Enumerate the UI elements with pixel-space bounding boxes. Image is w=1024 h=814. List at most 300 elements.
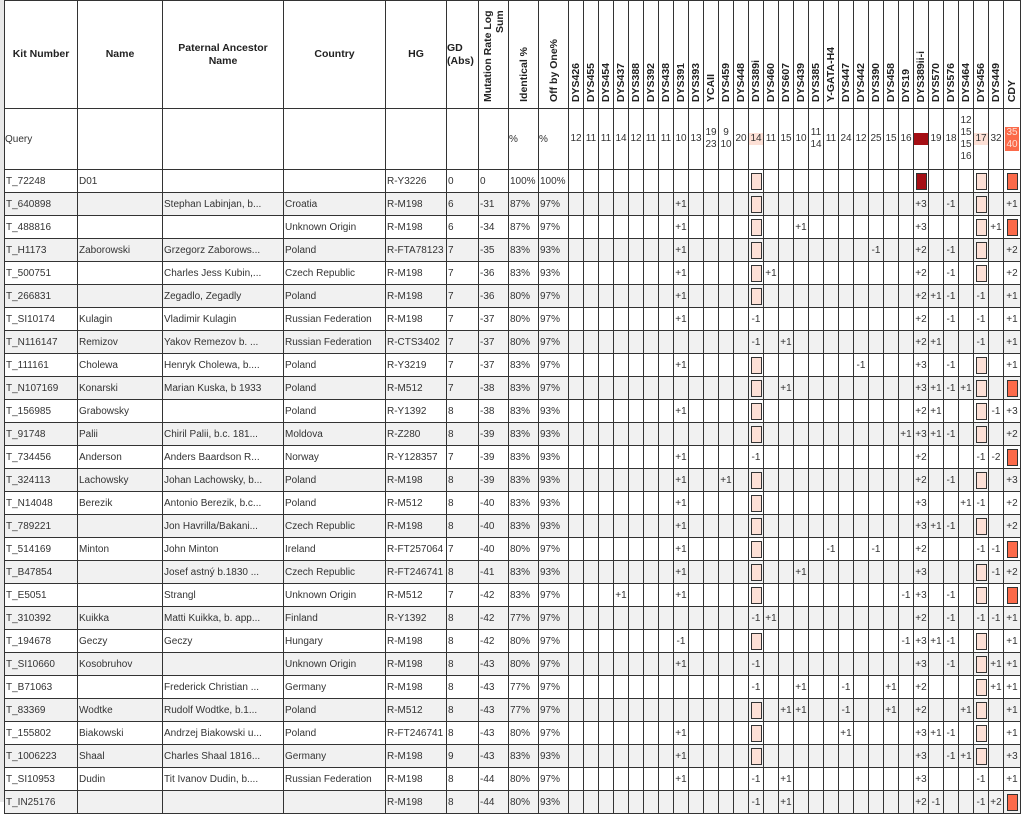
cell-dys570: +1	[929, 722, 944, 745]
col-gd[interactable]: GD (Abs)	[447, 1, 479, 109]
cell-dys388	[629, 239, 644, 262]
cell-dys448	[734, 262, 749, 285]
cell-off-by-one-pct: 97%	[539, 308, 569, 331]
cell-dys455	[584, 400, 599, 423]
query-value: 25	[870, 133, 882, 144]
cell-dys388	[629, 193, 644, 216]
cell-dys570	[929, 216, 944, 239]
cell-dys19	[899, 170, 914, 193]
cell-dys464	[959, 722, 974, 745]
cell-y-gata-h4	[824, 607, 839, 630]
col-marker-dys391[interactable]	[674, 1, 689, 109]
col-country[interactable]: Country	[284, 1, 386, 109]
cell-dys385	[809, 308, 824, 331]
col-marker-ycaii[interactable]	[704, 1, 719, 109]
cell-ancestor-name: Josef astný b.1830 ...	[163, 561, 284, 584]
cell-dys389ii-i: +2	[914, 676, 929, 699]
cell-haplogroup: R-M512	[386, 699, 447, 722]
cell-dys459	[719, 492, 734, 515]
cell-dys389ii-i: +2	[914, 791, 929, 814]
cell-identical-pct: 83%	[509, 423, 539, 446]
cell-dys439	[794, 653, 809, 676]
cell-dys437	[614, 216, 629, 239]
highlight-box	[751, 495, 762, 512]
table-row[interactable]	[5, 377, 1021, 400]
query-value-dys447	[839, 109, 854, 170]
cell-name: Remizov	[78, 331, 163, 354]
cell-dys607	[779, 239, 794, 262]
cell-ancestor-name: Stephan Labinjan, b...	[163, 193, 284, 216]
table-row[interactable]	[5, 262, 1021, 285]
cell-dys447	[839, 308, 854, 331]
cell-kit-number[interactable]: T_266831	[5, 285, 78, 308]
table-row[interactable]	[5, 239, 1021, 262]
cell-dys389i	[749, 377, 764, 400]
marker-label: DYS449	[990, 62, 1002, 102]
table-row[interactable]	[5, 538, 1021, 561]
cell-kit-number[interactable]: T_SI10953	[5, 768, 78, 791]
query-value: 32	[990, 133, 1002, 144]
col-marker-dys385[interactable]	[809, 1, 824, 109]
cell-mutation-rate: -37	[479, 354, 509, 377]
cell-dys393	[689, 469, 704, 492]
cell-kit-number[interactable]: T_N14048	[5, 492, 78, 515]
cell-ycaii	[704, 607, 719, 630]
cell-name: Konarski	[78, 377, 163, 400]
cell-dys388	[629, 745, 644, 768]
cell-ycaii	[704, 331, 719, 354]
cell-dys391	[674, 423, 689, 446]
marker-label: DYS447	[840, 62, 852, 102]
cell-kit-number[interactable]: T_N107169	[5, 377, 78, 400]
cell-dys19	[899, 216, 914, 239]
cell-ycaii	[704, 469, 719, 492]
col-off-by-one[interactable]	[539, 1, 569, 109]
cell-dys460	[764, 791, 779, 814]
cell-identical-pct: 83%	[509, 492, 539, 515]
cell-y-gata-h4	[824, 768, 839, 791]
col-marker-cdy[interactable]	[1004, 1, 1021, 109]
col-marker-dys388[interactable]	[629, 1, 644, 109]
query-value-dys448	[734, 109, 749, 170]
cell-dys455	[584, 676, 599, 699]
col-marker-dys449[interactable]	[989, 1, 1004, 109]
cell-dys385	[809, 400, 824, 423]
table-row[interactable]	[5, 722, 1021, 745]
cell-haplogroup: R-M198	[386, 469, 447, 492]
cell-dys576	[944, 331, 959, 354]
cell-dys442	[854, 285, 869, 308]
cell-dys439: +1	[794, 699, 809, 722]
table-row[interactable]	[5, 584, 1021, 607]
marker-label: DYS393	[690, 62, 702, 102]
table-row[interactable]	[5, 630, 1021, 653]
cell-dys460	[764, 699, 779, 722]
cell-dys570: +1	[929, 331, 944, 354]
cell-dys385	[809, 446, 824, 469]
cell-dys449	[989, 239, 1004, 262]
highlight-box	[976, 219, 987, 236]
cell-dys438	[659, 354, 674, 377]
cell-dys607: +1	[779, 768, 794, 791]
cell-kit-number[interactable]: T_310392	[5, 607, 78, 630]
cell-dys439	[794, 584, 809, 607]
col-marker-dys454[interactable]	[599, 1, 614, 109]
table-row[interactable]	[5, 308, 1021, 331]
cell-dys455	[584, 170, 599, 193]
col-marker-dys438[interactable]	[659, 1, 674, 109]
cell-kit-number[interactable]: T_324113	[5, 469, 78, 492]
cell-cdy: +2	[1004, 239, 1021, 262]
col-marker-dys459[interactable]	[719, 1, 734, 109]
cell-dys389ii-i: +3	[914, 768, 929, 791]
cell-kit-number[interactable]: T_1006223	[5, 745, 78, 768]
cell-dys439	[794, 745, 809, 768]
cell-dys454	[599, 285, 614, 308]
cell-dys389i	[749, 216, 764, 239]
cell-kit-number[interactable]: T_111161	[5, 354, 78, 377]
query-value: 13	[690, 133, 702, 144]
col-marker-dys390[interactable]	[869, 1, 884, 109]
cell-dys454	[599, 170, 614, 193]
table-row[interactable]	[5, 170, 1021, 193]
col-marker-dys426[interactable]	[569, 1, 584, 109]
col-marker-dys389i[interactable]	[749, 1, 764, 109]
highlight-box	[976, 518, 987, 535]
cell-dys447	[839, 262, 854, 285]
cell-kit-number[interactable]: T_734456	[5, 446, 78, 469]
col-mutation-rate[interactable]	[479, 1, 509, 109]
cell-kit-number[interactable]: T_789221	[5, 515, 78, 538]
cell-dys449	[989, 768, 1004, 791]
cell-ancestor-name: Strangl	[163, 584, 284, 607]
cell-ancestor-name: Chiril Palii, b.c. 181...	[163, 423, 284, 446]
col-marker-dys389ii-i[interactable]	[914, 1, 929, 109]
query-value: 11	[825, 133, 837, 144]
query-value: 15	[885, 133, 897, 144]
cell-dys393	[689, 745, 704, 768]
table-row[interactable]	[5, 791, 1021, 814]
cell-dys438	[659, 400, 674, 423]
cell-dys426	[569, 262, 584, 285]
cell-dys390: -1	[869, 538, 884, 561]
col-marker-dys458[interactable]	[884, 1, 899, 109]
query-value-dys19	[899, 109, 914, 170]
cell-dys390	[869, 423, 884, 446]
cell-dys459	[719, 791, 734, 814]
cell-kit-number[interactable]: T_E5051	[5, 584, 78, 607]
table-row[interactable]	[5, 607, 1021, 630]
cell-dys426	[569, 745, 584, 768]
cell-dys390	[869, 676, 884, 699]
cell-kit-number[interactable]: T_91748	[5, 423, 78, 446]
cell-ycaii	[704, 216, 719, 239]
cell-dys456: -1	[974, 768, 989, 791]
cell-gd: 6	[447, 193, 479, 216]
cell-dys448	[734, 377, 749, 400]
cell-kit-number[interactable]: T_156985	[5, 400, 78, 423]
col-marker-dys442[interactable]	[854, 1, 869, 109]
cell-y-gata-h4: -1	[824, 538, 839, 561]
cell-dys442	[854, 699, 869, 722]
cell-dys459	[719, 538, 734, 561]
table-row[interactable]	[5, 446, 1021, 469]
col-marker-dys607[interactable]	[779, 1, 794, 109]
cell-kit-number[interactable]: T_B47854	[5, 561, 78, 584]
cell-dys570	[929, 584, 944, 607]
cell-dys19	[899, 400, 914, 423]
cell-dys392	[644, 676, 659, 699]
table-row[interactable]	[5, 699, 1021, 722]
cell-dys454	[599, 239, 614, 262]
cell-gd: 7	[447, 239, 479, 262]
cell-dys19	[899, 699, 914, 722]
cell-dys456	[974, 676, 989, 699]
query-value: 11	[600, 133, 612, 144]
cell-dys576: -1	[944, 745, 959, 768]
cell-dys460	[764, 239, 779, 262]
cell-dys464	[959, 607, 974, 630]
cell-name: Zaborowski	[78, 239, 163, 262]
col-name[interactable]: Name	[78, 1, 163, 109]
cell-dys449	[989, 515, 1004, 538]
cell-dys447	[839, 400, 854, 423]
table-row[interactable]	[5, 745, 1021, 768]
cell-country: Poland	[284, 492, 386, 515]
cell-dys389i	[749, 561, 764, 584]
cell-haplogroup: R-FT246741	[386, 561, 447, 584]
col-marker-dys570[interactable]	[929, 1, 944, 109]
table-row[interactable]	[5, 193, 1021, 216]
cell-ycaii	[704, 515, 719, 538]
cell-dys570: +1	[929, 400, 944, 423]
cell-dys458	[884, 193, 899, 216]
cell-dys393	[689, 308, 704, 331]
cell-dys459	[719, 262, 734, 285]
cell-identical-pct: 83%	[509, 561, 539, 584]
cell-dys459	[719, 584, 734, 607]
col-marker-dys464[interactable]	[959, 1, 974, 109]
cell-dys442	[854, 216, 869, 239]
query-value-dys449	[989, 109, 1004, 170]
col-marker-dys455[interactable]	[584, 1, 599, 109]
table-row[interactable]	[5, 515, 1021, 538]
marker-label: DYS426	[570, 62, 582, 102]
cell-kit-number[interactable]: T_514169	[5, 538, 78, 561]
query-value: 10	[795, 133, 807, 144]
cell-dys392	[644, 515, 659, 538]
cell-dys570	[929, 469, 944, 492]
cell-dys442	[854, 653, 869, 676]
cell-dys607	[779, 216, 794, 239]
cell-dys607	[779, 653, 794, 676]
cell-gd: 8	[447, 492, 479, 515]
col-hg[interactable]: HG	[386, 1, 447, 109]
cell-dys439	[794, 331, 809, 354]
cell-dys391: +1	[674, 561, 689, 584]
cell-dys447: +1	[839, 722, 854, 745]
cell-dys389ii-i: +3	[914, 584, 929, 607]
cell-kit-number[interactable]: T_72248	[5, 170, 78, 193]
col-marker-y-gata-h4[interactable]	[824, 1, 839, 109]
cell-identical-pct: 83%	[509, 400, 539, 423]
cell-kit-number[interactable]: T_640898	[5, 193, 78, 216]
cell-dys455	[584, 584, 599, 607]
col-marker-dys460[interactable]	[764, 1, 779, 109]
cell-ycaii	[704, 676, 719, 699]
table-row[interactable]	[5, 492, 1021, 515]
col-paternal-ancestor[interactable]: Paternal Ancestor Name	[163, 1, 284, 109]
cell-dys389i	[749, 400, 764, 423]
highlight-box	[1007, 587, 1018, 604]
cell-kit-number[interactable]: T_SI10174	[5, 308, 78, 331]
cell-dys454	[599, 676, 614, 699]
table-row[interactable]	[5, 331, 1021, 354]
cell-dys391: +1	[674, 469, 689, 492]
cell-dys437	[614, 469, 629, 492]
cell-kit-number[interactable]: T_SI10660	[5, 653, 78, 676]
cell-dys390	[869, 216, 884, 239]
cell-dys455	[584, 722, 599, 745]
cell-dys437	[614, 285, 629, 308]
cell-country: Russian Federation	[284, 768, 386, 791]
query-value: 12	[630, 133, 642, 144]
cell-dys460	[764, 469, 779, 492]
cell-ancestor-name	[163, 653, 284, 676]
cell-dys607	[779, 400, 794, 423]
cell-dys459	[719, 676, 734, 699]
cell-kit-number[interactable]: T_IN25176	[5, 791, 78, 814]
highlight-box	[976, 380, 987, 397]
cell-dys448	[734, 469, 749, 492]
col-marker-dys392[interactable]	[644, 1, 659, 109]
cell-dys458	[884, 653, 899, 676]
cell-dys460	[764, 538, 779, 561]
cell-ancestor-name	[163, 400, 284, 423]
cell-kit-number[interactable]: T_H1173	[5, 239, 78, 262]
cell-dys447: -1	[839, 676, 854, 699]
col-marker-dys456[interactable]	[974, 1, 989, 109]
cell-dys438	[659, 676, 674, 699]
cell-name: Palii	[78, 423, 163, 446]
cell-dys389i	[749, 722, 764, 745]
cell-kit-number[interactable]: T_N116147	[5, 331, 78, 354]
cell-dys570	[929, 676, 944, 699]
cell-dys449	[989, 377, 1004, 400]
cell-ycaii	[704, 262, 719, 285]
cell-dys448	[734, 492, 749, 515]
table-row[interactable]	[5, 285, 1021, 308]
cell-name: Shaal	[78, 745, 163, 768]
cell-dys607	[779, 446, 794, 469]
col-marker-dys19[interactable]	[899, 1, 914, 109]
col-marker-dys437[interactable]	[614, 1, 629, 109]
cell-dys391: +1	[674, 262, 689, 285]
col-marker-dys447[interactable]	[839, 1, 854, 109]
col-kit-number[interactable]: Kit Number	[5, 1, 78, 109]
marker-label: DYS388	[630, 62, 642, 102]
cell-ycaii	[704, 791, 719, 814]
cell-haplogroup: R-Y3219	[386, 354, 447, 377]
cell-haplogroup: R-M198	[386, 653, 447, 676]
table-row[interactable]	[5, 354, 1021, 377]
query-value: 12	[570, 133, 582, 144]
cell-ancestor-name: Yakov Remezov b. ...	[163, 331, 284, 354]
table-row[interactable]	[5, 216, 1021, 239]
cell-dys447	[839, 768, 854, 791]
col-marker-dys439[interactable]	[794, 1, 809, 109]
cell-identical-pct: 100%	[509, 170, 539, 193]
cell-dys439	[794, 239, 809, 262]
cell-dys442: -1	[854, 354, 869, 377]
cell-mutation-rate: -37	[479, 308, 509, 331]
cell-dys454	[599, 561, 614, 584]
cell-name: Anderson	[78, 446, 163, 469]
cell-ycaii	[704, 377, 719, 400]
cell-dys19	[899, 469, 914, 492]
cell-kit-number[interactable]: T_155802	[5, 722, 78, 745]
col-identical[interactable]	[509, 1, 539, 109]
cell-dys389ii-i: +3	[914, 745, 929, 768]
query-value: 14	[915, 133, 927, 144]
table-row[interactable]	[5, 423, 1021, 446]
cell-dys456	[974, 354, 989, 377]
col-marker-dys393[interactable]	[689, 1, 704, 109]
cell-dys385	[809, 285, 824, 308]
cell-off-by-one-pct: 93%	[539, 515, 569, 538]
cell-kit-number[interactable]: T_83369	[5, 699, 78, 722]
cell-dys458	[884, 239, 899, 262]
table-row[interactable]	[5, 400, 1021, 423]
cell-dys391: +1	[674, 722, 689, 745]
table-row[interactable]	[5, 469, 1021, 492]
col-marker-dys576[interactable]	[944, 1, 959, 109]
highlight-box	[751, 219, 762, 236]
cell-dys393	[689, 262, 704, 285]
cell-dys448	[734, 193, 749, 216]
cell-country	[284, 791, 386, 814]
cell-mutation-rate: -40	[479, 515, 509, 538]
cell-dys391: +1	[674, 446, 689, 469]
table-row[interactable]	[5, 676, 1021, 699]
cell-country: Czech Republic	[284, 262, 386, 285]
cell-dys576	[944, 216, 959, 239]
cell-dys388	[629, 607, 644, 630]
cell-dys449	[989, 262, 1004, 285]
cell-dys448	[734, 699, 749, 722]
cell-identical-pct: 83%	[509, 446, 539, 469]
col-marker-dys448[interactable]	[734, 1, 749, 109]
cell-dys389ii-i: +2	[914, 262, 929, 285]
cell-gd: 8	[447, 400, 479, 423]
cell-kit-number[interactable]: T_500751	[5, 262, 78, 285]
cell-country: Poland	[284, 377, 386, 400]
table-row[interactable]	[5, 561, 1021, 584]
cell-y-gata-h4	[824, 653, 839, 676]
table-row[interactable]	[5, 768, 1021, 791]
cell-kit-number[interactable]: T_488816	[5, 216, 78, 239]
query-value: 11 14	[810, 127, 822, 150]
table-row[interactable]	[5, 653, 1021, 676]
cell-kit-number[interactable]: T_194678	[5, 630, 78, 653]
cell-dys391: +1	[674, 193, 689, 216]
cell-cdy: +1	[1004, 630, 1021, 653]
cell-cdy: +3	[1004, 745, 1021, 768]
cell-kit-number[interactable]: T_B71063	[5, 676, 78, 699]
highlight-box	[751, 748, 762, 765]
cell-dys388	[629, 561, 644, 584]
cell-off-by-one-pct: 93%	[539, 423, 569, 446]
